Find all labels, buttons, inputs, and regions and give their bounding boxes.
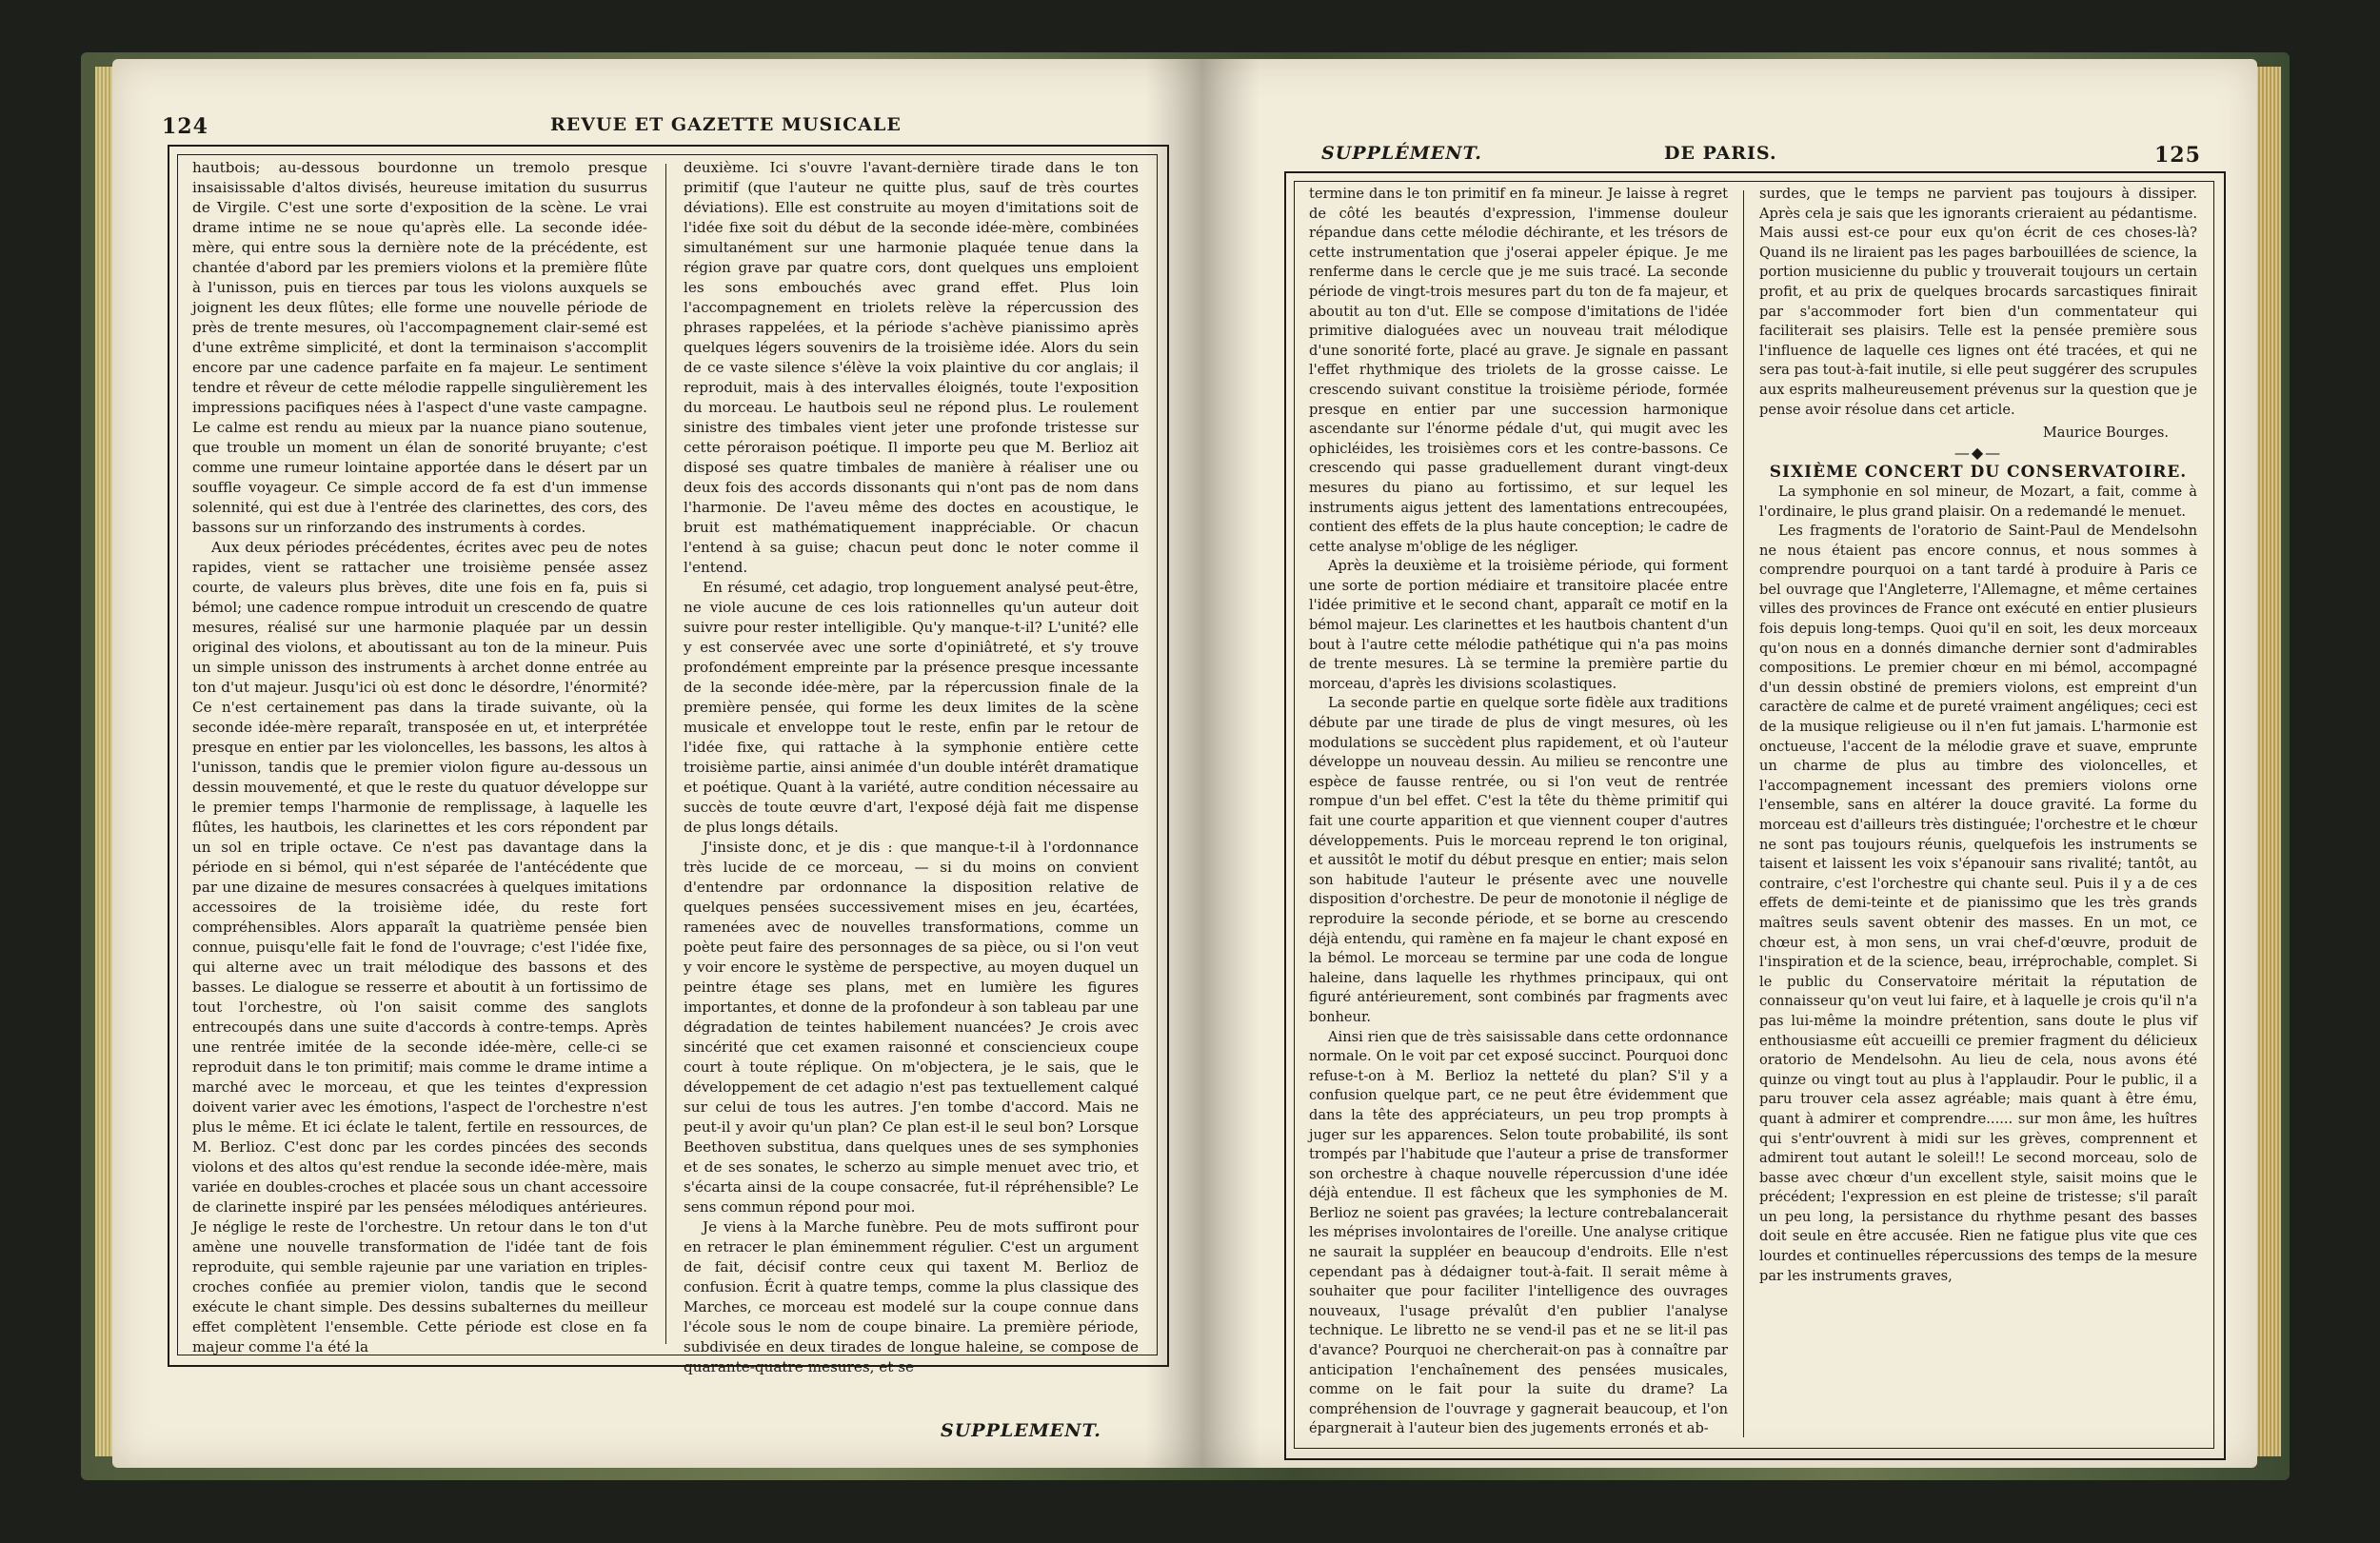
right-column-rule [1743,190,1744,1437]
right-page-edges [2254,67,2281,1456]
paragraph: En résumé, cet adagio, trop longuement analysé peut-être, ne viole aucune de ces lois rationnelles qu'un auteur doit suivre pour rester intelligible. Qu'y manque-t-il? L'unité? elle y est conservée avec une sorte d'opiniâtreté, et s'y trouve profondément empreinte par la présence presque incessante de la seconde idée-mère, par la répercussion finale de la première pensée, qui forme les deux limites de la scène musicale et enveloppe tout le reste, enfin par le retour de l'idée fixe, qui rattache à la symphonie entière cette troisième partie, ainsi animée d'un double intérêt dramatique et poétique. Quant à la variété, autre condition nécessaire au succès de toute œuvre d'art, l'exposé déjà fait me dispense de plus longs détails. [684,579,1139,836]
right-gutter-shadow [1202,59,1259,1468]
paragraph: surdes, que le temps ne parvient pas toujours à dissiper. Après cela je sais que les ignorants crieraient au pédantisme. Mais aussi est-ce pour eux qu'on écrit de ces choses-là? Quand ils ne liraient pas les pages barbouillées de science, la portion musicienne du public y trouverait toujours un certain profit, et au prix de quelques brocards sarcastiques finirait par s'accommoder fort bien d'un commentateur qui faciliterait ses plaisirs. Telle est la pensée première sous l'influence de laquelle ces lignes ont été tracées, et qui ne sera pas tout-à-fait inutile, si elle peut suggérer des scrupules aux esprits malheureusement prévenus sur la question que je pense avoir résolue dans cet article. [1759,186,2197,418]
left-page-column-1 [192,158,647,1355]
right-page-number: 125 [2154,143,2201,168]
paragraph: J'insiste donc, et je dis : que manque-t-il à l'ordonnance très lucide de ce morceau, — si du moins on convient d'entendre par ordonnance la disposition relative de quelques pensées successivement mises en jeu, écartées, ramenées avec de nouvelles transformations, comme un poète peut faire des personnages de sa pièce, ou si l'on veut y voir encore le système de perspective, au moyen duquel un peintre étage ses plans, met en lumière les figures importantes, et donne de la profondeur à son tableau par une dégradation de teintes habilement nuancées? Je crois avec sincérité que cet examen raisonné et consciencieux coupe court à toute réplique. On m'objectera, je le sais, que le développement de cet adagio n'est pas textuellement calqué sur celui de tous les autres. J'en tombe d'accord. Mais ne peut-il y avoir qu'un plan? Ce plan est-il le seul bon? Lorsque Beethoven substitua, dans quelques unes de ses symphonies et de ses sonates, le scherzo au simple menuet avec trio, et s'écarta ainsi de la coupe consacrée, fut-il répréhensible? Le sens commun répond pour moi. [684,839,1139,1216]
paragraph: Je viens à la Marche funèbre. Peu de mots suffiront pour en retracer le plan éminemment régulier. C'est un argument de fait, décisif contre ceux qui taxent M. Berlioz de confusion. Écrit à quatre temps, comme la plus classique des Marches, ce morceau est modelé sur la coupe connue dans l'école sous le nom de coupe binaire. La première période, subdivisée en deux tirades de longue haleine, se compose de quarante-quatre mesures, et se [684,1218,1139,1375]
paragraph: termine dans le ton primitif en fa mineur. Je laisse à regret de côté les beautés d'expression, l'immense douleur répandue dans cette mélodie déchirante, et les trésors de cette instrumentation que j'oserai appeler épique. Je me renferme dans le cercle que je me suis tracé. La seconde période de vingt-trois mesures part du ton de fa majeur, et aboutit au ton d'ut. Elle se compose d'imitations de l'idée primitive dialoguées avec un nouveau trait mélodique d'une sonorité forte, placé au grave. Je signale en passant l'effet rhythmique des triolets de la grosse caisse. Le crescendo suivant constitue la troisième période, formée presque en entier par une succession harmonique ascendante sur l'énorme pédale d'ut, qui mugit avec les ophicléides, les troisièmes cors et les contre-bassons. Ce crescendo qui passe graduellement durant vingt-deux mesures du piano au fortissimo, et sur lequel les instruments aigus jettent des lamentations entrecoupées, contient des effets de la plus haute conception; le cadre de cette analyse m'oblige de les négliger. [1309,186,1728,555]
paragraph: Après la deuxième et la troisième période, qui forment une sorte de portion médiaire et transitoire placée entre l'idée primitive et le second chant, apparaît ce motif en la bémol majeur. Les clarinettes et les hautbois chantent d'un bout à l'autre cette mélodie pathétique qui n'a pas moins de trente mesures. Là se termine la première partie du morceau, d'après les divisions scolastiques. [1309,558,1728,692]
paragraph: Ainsi rien que de très saisissable dans cette ordonnance normale. On le voit par cet exposé succinct. Pourquoi donc refuse-t-on à M. Berlioz la netteté du plan? S'il y a confusion quelque part, ce ne peut être évidemment que dans la tête des appréciateurs, un peu trop prompts à juger sur les apparences. Selon toute probabilité, ils sont trompés par l'habitude que l'auteur a prise de transformer son orchestre à chaque nouvelle répercussion d'une idée déjà entendue. Il est fâcheux que les symphonies de M. Berlioz ne soient pas gravées; la lecture contrebalancerait les méprises involontaires de l'oreille. Une analyse critique ne saurait la suppléer en beaucoup d'endroits. Elle n'est cependant pas à dédaigner tout-à-fait. Il serait même à souhaiter que pour faciliter l'intelligence des ouvrages nouveaux, l'usage prévalût d'en publier l'analyse technique. Le libretto ne se vend-il pas et ne se lit-il pas d'avance? Pourquoi ne chercherait-on pas à connaître par anticipation l'enchaînement des pensées musicales, comme on le fait pour la suite du drame? La compréhension de l'ouvrage y gagnerait beaucoup, et l'on épargnerait à l'auteur bien des jugements erronés et ab- [1309,1028,1728,1437]
paragraph: hautbois; au-dessous bourdonne un tremolo presque insaisissable d'altos divisés, heureuse imitation du susurrus de Virgile. C'est une sorte d'exposition de la scène. Le vrai drame intime ne se noue qu'après elle. La seconde idée-mère, qui entre sous la dernière note de la précédente, est chantée d'abord par les premiers violons et la première flûte à l'unisson, puis en tierces par tous les violons auxquels se joignent les deux flûtes; elle forme une nouvelle période de près de trente mesures, où l'accompagnement clair-semé est d'une extrême simplicité, et dont la terminaison s'accomplit encore par une cadence parfaite en fa majeur. Le sentiment tendre et rêveur de cette mélodie rappelle singulièrement les impressions pacifiques nées à l'aspect d'une vaste campagne. Le calme est rendu au mieux par la nuance piano soutenue, que trouble un moment un élan de sonorité bruyante; c'est comme une rumeur lointaine apportée dans le désert par un souffle voyageur. Ce simple accord de fa est d'un immense solennité, qui est due à l'entrée des clarinettes, des cors, des bassons sur un rinforzando des instruments à cordes. [192,159,647,536]
right-running-head-supplement: SUPPLÉMENT. [1321,143,1482,164]
left-running-head: REVUE ET GAZETTE MUSICALE [550,114,902,135]
paragraph: Les fragments de l'oratorio de Saint-Paul de Mendelsohn ne nous étaient pas encore connus, et nous sommes à comprendre pourquoi on a tant tardé à produire à Paris ce bel ouvrage que l'Angleterre, l'Allemagne, et même certaines villes des provinces de France ont exécuté en entier plusieurs fois depuis long-temps. Quoi qu'il en soit, les deux morceaux qu'on nous en a donnés dimanche dernier sont d'admirables compositions. Le premier chœur en mi bémol, accompagné d'un dessin obstiné de premiers violons, est empreint d'un caractère de calme et de pureté vraiment angéliques; ceci est de la musique religieuse ou il n'en fut jamais. L'harmonie est onctueuse, l'accent de la mélodie grave et suave, emprunte un charme de plus au timbre des violoncelles, et l'accompagnement incessant des premiers violons orne l'ensemble, sans en altérer la douce gravité. La forme du morceau est d'ailleurs très distinguée; l'orchestre et le chœur ne sont pas toujours réunis, quelquefois les instruments se taisent et laissent les voix s'épanouir sans rivalité; tantôt, au contraire, c'est l'orchestre qui chante seul. Puis il y a de ces effets de demi-teinte et de pianissimo que les très grands maîtres seuls savent obtenir des masses. En un mot, ce chœur est, à mon sens, un vrai chef-d'œuvre, produit de l'inspiration et de la science, beau, irréprochable, complet. Si le public du Conservatoire méritait la réputation de connaisseur qu'on veut lui faire, et à laquelle je crois qu'il n'a pas lui-même la moindre prétention, sans doute le plus vif enthousiasme eût accueilli ce premier fragment du délicieux oratorio de Mendelsohn. Au lieu de cela, nous avons été quinze ou vingt tout au plus à l'applaudir. Pour le public, il a paru trouver cela assez agréable; mais quant à être ému, quant à admirer et comprendre...... sur mon âme, les huîtres qui s'entr'ouvrent à midi sur les grèves, comprennent et admirent tout autant le soleil!! Le second morceau, solo de basse avec chœur d'un excellent style, saisit moins que le précédent; l'expression en est pleine de tristesse; s'il paraît un peu long, la persistance du rhythme pesant des basses doit seule en être accusée. Rien ne fatigue plus vite que ces lourdes et continuelles répercussions des temps de la mesure par les instruments graves, [1759,523,2197,1284]
paragraph: La symphonie en sol mineur, de Mozart, a fait, comme à l'ordinaire, le plus grand plaisir. On a redemandé le menuet. [1759,483,2197,520]
right-page-column-2 [1759,185,2197,1441]
left-page-footer: SUPPLEMENT. [941,1420,1101,1441]
right-page-column-1 [1309,185,1728,1441]
paragraph: La seconde partie en quelque sorte fidèle aux traditions débute par une tirade de plus de vingt mesures, où les modulations se succèdent plus rapidement, et où l'auteur développe un nouveau dessin. Au milieu se rencontre une espèce de fausse rentrée, ou si l'on veut de rentrée rompue d'un bel effet. C'est la tête du thème primitif qui fait une courte apparition et que viennent couper d'autres développements. Puis le morceau reprend le ton original, et aussitôt le motif du début presque en entier; mais selon son habitude l'auteur le présente avec une nouvelle disposition d'orchestre. De peur de monotonie il néglige de reproduire la seconde période, et se borne au crescendo déjà entendu, qui ramène en fa majeur le chant exposé en la bémol. Le morceau se termine par une coda de longue haleine, dans laquelle les rhythmes principaux, qui ont figuré antérieurement, sont combinés par fragments avec bonheur. [1309,695,1728,1025]
section-title: SIXIÈME CONCERT DU CONSERVATOIRE. [1769,463,2188,483]
left-page-column-2 [684,158,1139,1375]
right-page [1202,59,2257,1468]
paragraph: Aux deux périodes précédentes, écrites avec peu de notes rapides, vient se rattacher une troisième pensée assez courte, de valeurs plus brèves, dite une fois en fa, puis si bémol; une cadence rompue introduit un crescendo de quatre mesures, réalisé sur une harmonie plaquée par un dessin original des violons, et aboutissant au ton de la mineur. Puis un simple unisson des instruments à archet donne entrée au ton d'ut majeur. Jusqu'ici où est donc le désordre, l'énormité? Ce n'est certainement pas dans la tirade suivante, où la seconde idée-mère reparaît, transposée en ut, et interprétée presque en entier par les violoncelles, les bassons, les altos à l'unisson, tandis que le premier violon figure au-dessous un dessin mouvementé, et que le reste du quatuor développe sur le premier temps l'harmonie de remplissage, à laquelle les flûtes, les hautbois, les clarinettes et les cors répondent par un sol en triple octave. Ce n'est pas davantage dans la période en si bémol, qui n'est séparée de l'antécédente que par une dizaine de mesures consacrées à quelques imitations accessoires de la troisième idée, du reste fort compréhensibles. Alors apparaît la quatrième pensée bien connue, puisqu'elle fait le fond de l'ouvrage; c'est l'idée fixe, qui alterne avec un trait mélodique des bassons et des basses. Le dialogue se resserre et aboutit à un fortissimo de tout l'orchestre, où l'on saisit comme des sanglots entrecoupés dans une suite d'accords à contre-temps. Après une rentrée imitée de la seconde idée-mère, celle-ci se reproduit dans le ton primitif; mais comme le drame intime a marché avec le morceau, et que les teintes d'expression doivent varier avec les émotions, l'aspect de l'orchestre n'est plus le même. Et ici éclate le talent, fertile en ressources, de M. Berlioz. C'est donc par les cordes pincées des seconds violons et des altos qu'est rendue la seconde idée-mère, mais variée en doubles-croches et placée sous un chant accessoire de clarinette inspiré par les pensées mélodiques antérieures. Je néglige le reste de l'orchestre. Un retour dans le ton d'ut amène une nouvelle transformation de l'idée tant de fois reproduite, qui semble rajeunie par une variation en triples-croches confiée au premier violon, tandis que le second exécute le chant simple. Des dessins subalternes du meilleur effet complètent l'ensemble. Cette période est close en fa majeur comme l'a été la [192,539,647,1355]
right-running-head: DE PARIS. [1664,143,1777,164]
paragraph: deuxième. Ici s'ouvre l'avant-dernière tirade dans le ton primitif (que l'auteur ne quitte plus, sauf de très courtes déviations). Elle est construite au moyen d'imitations soit de l'idée fixe soit du début de la seconde idée-mère, combinées simultanément sur une harmonie plaquée tenue dans la région grave par quatre cors, dont quelques uns emploient les sons embouchés avec grand effet. Plus loin l'accompagnement en triolets relève la répercussion des phrases rappelées, et la période s'achève pianissimo après quelques légers souvenirs de la troisième idée. Alors du sein de ce vaste silence s'élève la voix plaintive du cor anglais; il reproduit, mais à des intervalles éloignés, toute l'exposition du morceau. Le hautbois seul ne répond plus. Le roulement sinistre des timbales vient jeter une profonde tristesse sur cette péroraison poétique. Il importe peu que M. Berlioz ait disposé ses quatre timbales de manière à réaliser une ou deux fois des accords dissonants qui n'ont pas de nom dans l'harmonie. De l'aveu même des doctes en acoustique, le bruit est mathématiquement inappréciable. Or chacun l'entend à sa guise; chacun peut donc le noter comme il l'entend. [684,159,1139,576]
left-page [112,59,1202,1468]
left-column-rule [665,164,666,1344]
ornament-divider: —◆— [1954,443,2003,462]
left-page-number: 124 [162,114,208,139]
signature: Maurice Bourges. [2042,425,2169,442]
